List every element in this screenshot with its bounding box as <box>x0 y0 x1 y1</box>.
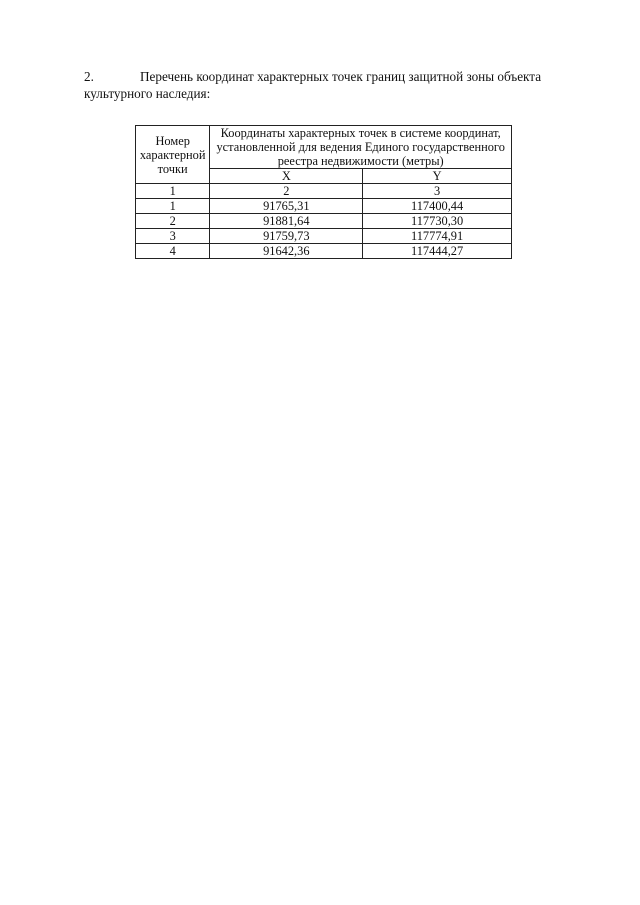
y-cell: 117400,44 <box>363 199 512 214</box>
coordinates-table <box>135 125 512 259</box>
index-cell: 1 <box>136 184 210 199</box>
section-title: Перечень координат характерных точек границ защитной зоны объекта культурного наследия: <box>84 69 542 101</box>
y-cell: 117444,27 <box>363 244 512 259</box>
section-number: 2. <box>84 69 94 84</box>
x-cell: 91642,36 <box>210 244 363 259</box>
table-index-row <box>136 184 512 199</box>
point-cell: 4 <box>136 244 210 259</box>
table-row <box>136 214 512 229</box>
header-x: X <box>210 169 363 184</box>
header-point-number: Номер характерной точки <box>136 126 210 184</box>
point-cell: 1 <box>136 199 210 214</box>
table-row <box>136 244 512 259</box>
index-cell: 3 <box>363 184 512 199</box>
section-heading <box>84 68 554 102</box>
x-cell: 91881,64 <box>210 214 363 229</box>
y-cell: 117730,30 <box>363 214 512 229</box>
header-coordinates: Координаты характерных точек в системе координат, установленной для ведения Единого государственного реестра недвижимости (метры) <box>210 126 512 169</box>
point-cell: 3 <box>136 229 210 244</box>
table-row <box>136 199 512 214</box>
header-y: Y <box>363 169 512 184</box>
table-row <box>136 229 512 244</box>
table-header-row <box>136 126 512 169</box>
index-cell: 2 <box>210 184 363 199</box>
x-cell: 91765,31 <box>210 199 363 214</box>
x-cell: 91759,73 <box>210 229 363 244</box>
y-cell: 117774,91 <box>363 229 512 244</box>
point-cell: 2 <box>136 214 210 229</box>
